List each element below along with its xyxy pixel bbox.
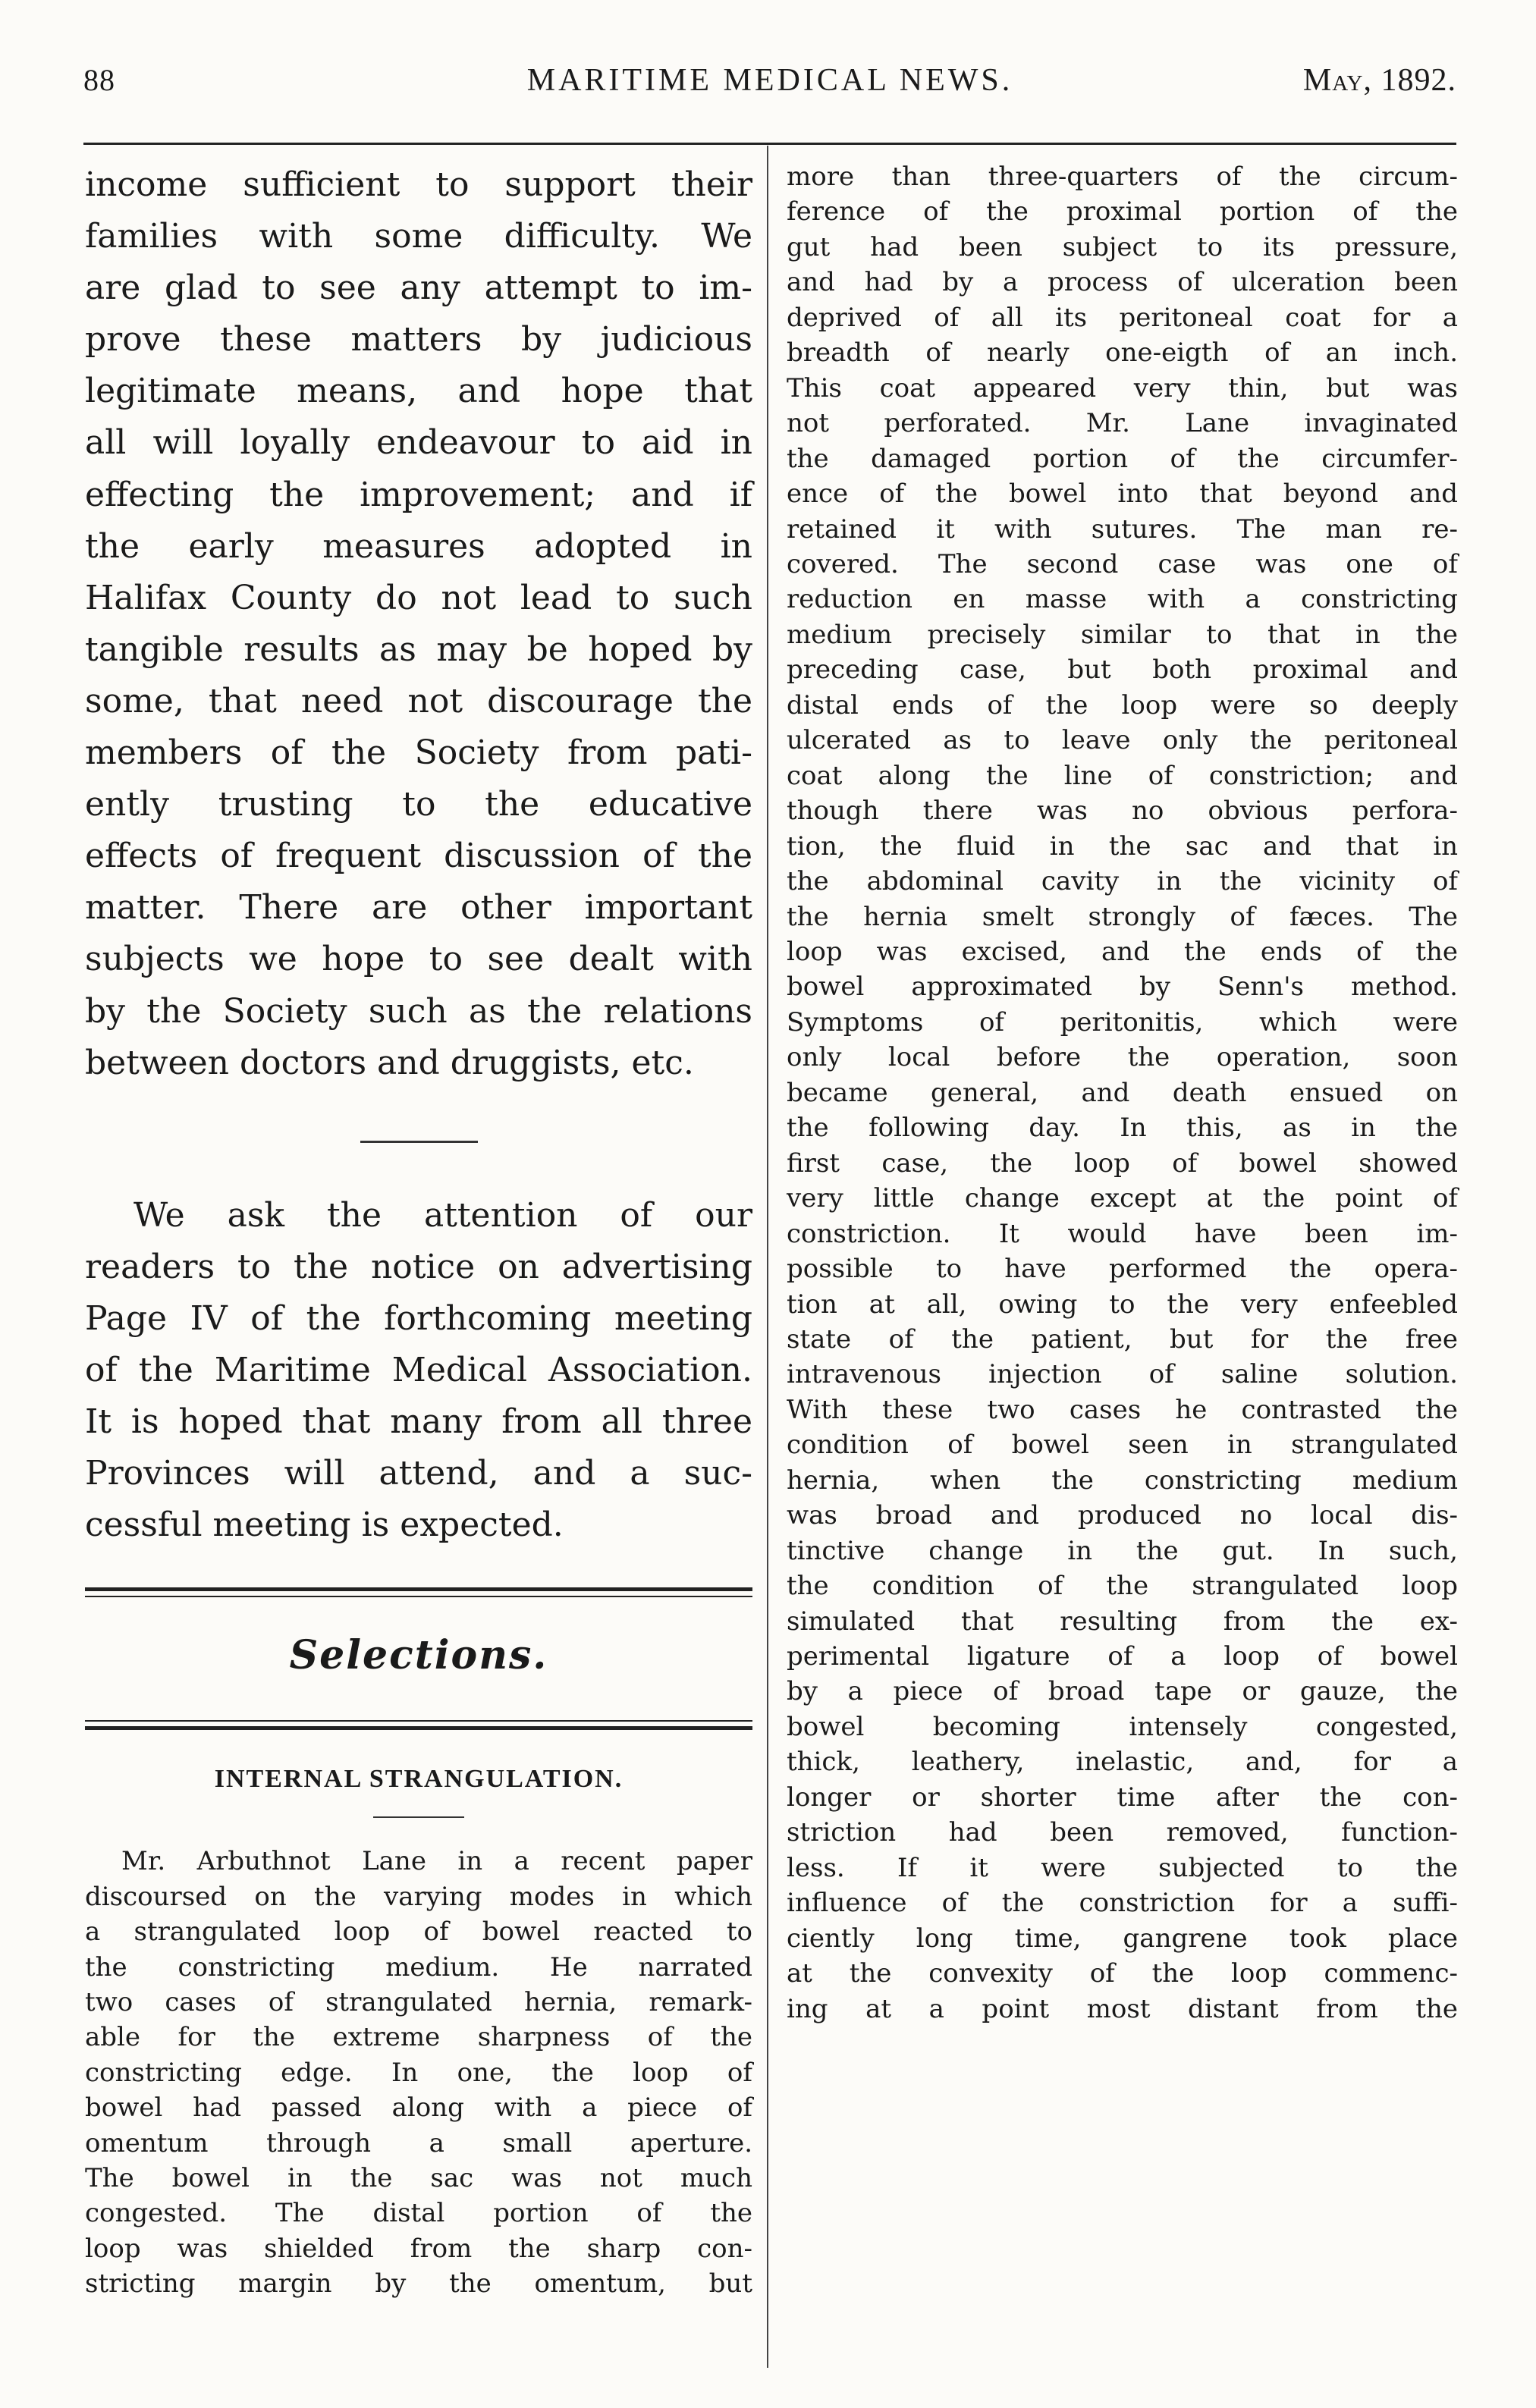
text-line: all will loyally endeavour to aid in — [85, 423, 752, 463]
text-line: cessful meeting is expected. — [85, 1505, 564, 1545]
text-line: the condition of the strangulated loop — [787, 1571, 1458, 1602]
text-line: the hernia smelt strongly of fæces. The — [787, 901, 1458, 932]
text-line: stricting margin by the omentum, but — [85, 2268, 752, 2300]
text-line: medium precisely similar to that in the — [787, 619, 1458, 650]
text-line: Page IV of the forthcoming meeting — [85, 1298, 752, 1338]
double-rule — [85, 1720, 752, 1730]
issue-date: May, 1892. — [1302, 63, 1456, 98]
text-line: not perforated. Mr. Lane invaginated — [787, 408, 1458, 439]
text-line: less. If it were subjected to the — [787, 1852, 1458, 1883]
text-line: Symptoms of peritonitis, which were — [787, 1006, 1458, 1038]
text-line: the early measures adopted in — [85, 526, 752, 566]
text-line: Mr. Arbuthnot Lane in a recent paper — [121, 1846, 752, 1877]
text-line: by the Society such as the relations — [85, 991, 752, 1031]
text-line: was broad and produced no local dis- — [787, 1500, 1458, 1531]
text-line: more than three-quarters of the circum- — [787, 162, 1458, 192]
text-line: discoursed on the varying modes in which — [85, 1881, 752, 1912]
text-line: the constricting medium. He narrated — [85, 1951, 752, 1983]
text-line: We ask the attention of our — [133, 1195, 752, 1235]
text-line: two cases of strangulated hernia, remark- — [85, 1986, 752, 2017]
text-line: ing at a point most distant from the — [787, 1993, 1458, 2024]
text-line: tion at all, owing to the very enfeebled — [787, 1289, 1458, 1320]
text-line: a strangulated loop of bowel reacted to — [85, 1917, 752, 1948]
text-line: bowel becoming intensely congested, — [787, 1711, 1458, 1742]
text-line: the following day. In this, as in the — [787, 1113, 1458, 1144]
notice-paragraph — [85, 1190, 752, 1552]
text-line: effects of frequent discussion of the — [85, 837, 752, 876]
text-line: tion, the fluid in the sac and that in — [787, 830, 1458, 862]
text-line: subjects we hope to see dealt with — [85, 940, 752, 979]
text-line: tangible results as may be hoped by — [85, 629, 752, 669]
editorial-paragraph — [85, 159, 752, 1089]
text-line: reduction en masse with a constricting — [787, 584, 1458, 615]
text-line: hernia, when the constricting medium — [787, 1465, 1458, 1496]
text-line: congested. The distal portion of the — [85, 2198, 752, 2229]
text-line: ently trusting to the educative — [85, 785, 752, 824]
page-number: 88 — [83, 63, 115, 97]
text-line: gut had been subject to its pressure, — [787, 231, 1458, 262]
text-line: Provinces will attend, and a suc- — [85, 1454, 752, 1493]
double-rule — [85, 1587, 752, 1597]
text-line: striction had been removed, function- — [787, 1817, 1458, 1848]
text-line: This coat appeared very thin, but was — [787, 372, 1458, 403]
text-line: coat along the line of constriction; and — [787, 760, 1458, 791]
column-divider — [767, 146, 768, 2368]
text-line: very little change except at the point of — [787, 1183, 1458, 1214]
text-line: effecting the improvement; and if — [85, 475, 752, 514]
text-line: constricting edge. In one, the loop of — [85, 2057, 752, 2088]
text-line: covered. The second case was one of — [787, 548, 1458, 579]
text-line: simulated that resulting from the ex- — [787, 1606, 1458, 1637]
text-line: Halifax County do not lead to such — [85, 578, 752, 617]
text-line: ence of the bowel into that beyond and — [787, 479, 1458, 510]
text-line: ference of the proximal portion of the — [787, 196, 1458, 228]
text-line: only local before the operation, soon — [787, 1042, 1458, 1073]
text-line: are glad to see any attempt to im- — [85, 268, 752, 308]
text-line: first case, the loop of bowel showed — [787, 1147, 1458, 1179]
text-line: loop was shielded from the sharp con- — [85, 2233, 752, 2264]
text-line: became general, and death ensued on — [787, 1077, 1458, 1108]
text-line: matter. There are other important — [85, 888, 752, 928]
text-line: income sufficient to support their — [85, 165, 752, 204]
text-line: the damaged portion of the circumfer- — [787, 443, 1458, 474]
left-column — [85, 159, 752, 2302]
text-line: between doctors and druggists, etc. — [85, 1043, 694, 1082]
text-line: state of the patient, but for the free — [787, 1323, 1458, 1355]
text-line: by a piece of broad tape or gauze, the — [787, 1676, 1458, 1707]
section-separator — [360, 1141, 478, 1143]
text-line: able for the extreme sharpness of the — [85, 2022, 752, 2053]
text-line: ciently long time, gangrene took place — [787, 1923, 1458, 1954]
article-title: INTERNAL STRANGULATION. — [214, 1765, 624, 1794]
text-line: ulcerated as to leave only the peritoneal — [787, 725, 1458, 756]
text-line: members of the Society from pati- — [85, 733, 752, 773]
text-line: longer or shorter time after the con- — [787, 1782, 1458, 1813]
header-rule — [83, 143, 1456, 145]
text-line: breadth of nearly one-eigth of an inch. — [787, 337, 1458, 369]
text-line: possible to have performed the opera- — [787, 1254, 1458, 1285]
text-line: omentum through a small aperture. — [85, 2127, 752, 2158]
text-line: condition of bowel seen in strangulated — [787, 1430, 1458, 1461]
text-line: bowel approximated by Senn's method. — [787, 972, 1458, 1003]
text-line: The bowel in the sac was not much — [85, 2163, 752, 2193]
text-line: at the convexity of the loop commenc- — [787, 1958, 1458, 1989]
text-line: intravenous injection of saline solution. — [787, 1359, 1458, 1390]
text-line: thick, leathery, inelastic, and, for a — [787, 1747, 1458, 1778]
text-line: With these two cases he contrasted the — [787, 1394, 1458, 1425]
text-line: constriction. It would have been im- — [787, 1218, 1458, 1249]
right-column — [787, 159, 1458, 2027]
text-line: retained it with sutures. The man re- — [787, 513, 1458, 545]
text-line: influence of the constriction for a suffi- — [787, 1888, 1458, 1919]
text-line: distal ends of the loop were so deeply — [787, 689, 1458, 721]
text-line: loop was excised, and the ends of the — [787, 936, 1458, 967]
page-header — [83, 62, 1456, 108]
text-line: perimental ligature of a loop of bowel — [787, 1641, 1458, 1672]
text-line: though there was no obvious perfora- — [787, 796, 1458, 827]
text-line: some, that need not discourage the — [85, 681, 752, 721]
text-line: of the Maritime Medical Association. — [85, 1350, 752, 1389]
text-line: readers to the notice on advertising — [85, 1247, 752, 1286]
text-line: the abdominal cavity in the vicinity of — [787, 866, 1458, 897]
text-line: and had by a process of ulceration been — [787, 267, 1458, 298]
article-paragraph — [85, 1844, 752, 2301]
text-line: tinctive change in the gut. In such, — [787, 1535, 1458, 1566]
article-paragraph-continued — [787, 159, 1458, 2027]
text-line: preceding case, but both proximal and — [787, 655, 1458, 686]
text-line: bowel had passed along with a piece of — [85, 2092, 752, 2124]
title-rule — [373, 1816, 464, 1818]
text-line: families with some difficulty. We — [85, 217, 752, 256]
section-heading: Selections. — [289, 1632, 548, 1679]
journal-title: MARITIME MEDICAL NEWS. — [526, 63, 1013, 98]
text-line: prove these matters by judicious — [85, 320, 752, 359]
text-line: deprived of all its peritoneal coat for a — [787, 302, 1458, 333]
text-line: It is hoped that many from all three — [85, 1402, 752, 1442]
text-line: legitimate means, and hope that — [85, 372, 752, 411]
